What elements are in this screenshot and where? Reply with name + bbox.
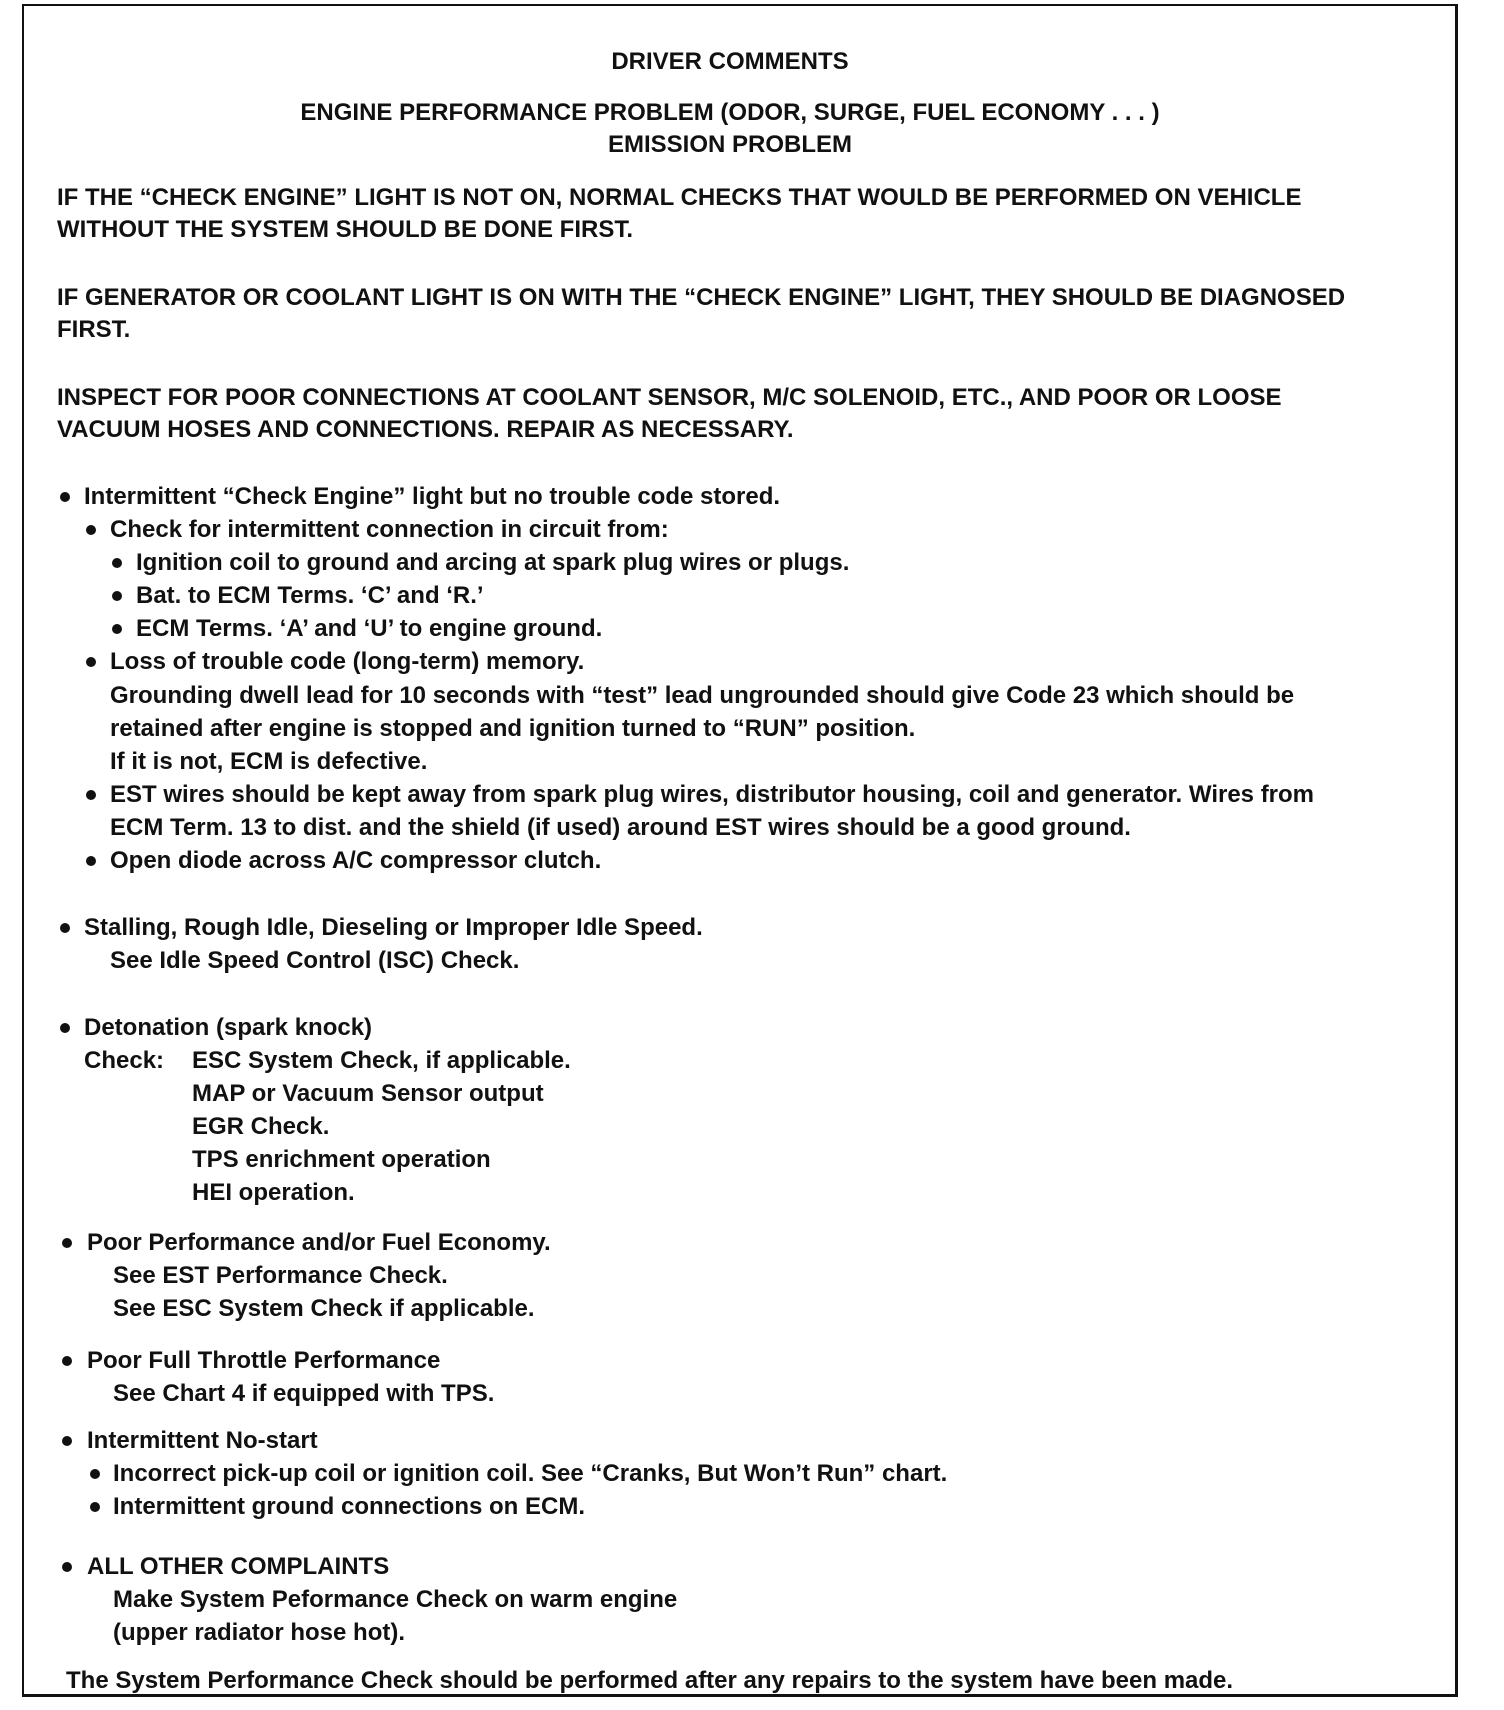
bullet-icon	[62, 1238, 72, 1248]
doc-subtitle-1: ENGINE PERFORMANCE PROBLEM (ODOR, SURGE, FUEL ECONOMY . . . )	[300, 99, 1160, 126]
no-start-item-1: Incorrect pick-up coil or ignition coil. See “Cranks, But Won’t Run” chart.	[113, 1460, 948, 1487]
poor-performance-title: Poor Performance and/or Fuel Economy.	[87, 1229, 551, 1256]
intermittent-title: Intermittent “Check Engine” light but no trouble code stored.	[84, 483, 781, 510]
intro-p2-line1: IF GENERATOR OR COOLANT LIGHT IS ON WITH THE “CHECK ENGINE” LIGHT, THEY SHOULD BE DIAGNOSED	[57, 284, 1346, 311]
no-start-item-2: Intermittent ground connections on ECM.	[113, 1493, 585, 1520]
other-line-2: (upper radiator hose hot).	[113, 1619, 406, 1646]
bullet-icon	[90, 1502, 100, 1512]
bullet-icon	[62, 1562, 72, 1572]
bullet-icon	[60, 1023, 70, 1033]
bullet-icon	[112, 591, 122, 601]
bullet-icon	[90, 1469, 100, 1479]
detonation-item: EGR Check.	[192, 1113, 330, 1140]
detonation-item: HEI operation.	[192, 1179, 355, 1206]
circuit-item-2: Bat. to ECM Terms. ‘C’ and ‘R.’	[136, 582, 484, 609]
memory-line-1: Grounding dwell lead for 10 seconds with “test” lead ungrounded should give Code 23 which should be	[110, 682, 1295, 709]
check-circuit: Check for intermittent connection in circuit from:	[110, 516, 669, 543]
circuit-item-3: ECM Terms. ‘A’ and ‘U’ to engine ground.	[136, 615, 603, 642]
bullet-icon	[62, 1356, 72, 1366]
doc-title: DRIVER COMMENTS	[611, 48, 849, 75]
other-line-1: Make System Peformance Check on warm engine	[113, 1586, 678, 1613]
bullet-icon	[112, 558, 122, 568]
poor-performance-see-1: See EST Performance Check.	[113, 1262, 448, 1289]
intro-p3-line1: INSPECT FOR POOR CONNECTIONS AT COOLANT SENSOR, M/C SOLENOID, ETC., AND POOR OR LOOSE	[57, 384, 1282, 411]
intro-p2-line2: FIRST.	[57, 316, 131, 343]
intro-p3-line2: VACUUM HOSES AND CONNECTIONS. REPAIR AS NECESSARY.	[57, 416, 794, 443]
bullet-icon	[86, 525, 96, 535]
est-line-1: EST wires should be kept away from spark plug wires, distributor housing, coil and generator. Wires from	[110, 781, 1315, 808]
poor-performance-see-2: See ESC System Check if applicable.	[113, 1295, 535, 1322]
detonation-item: ESC System Check, if applicable.	[192, 1047, 571, 1074]
bullet-icon	[60, 492, 70, 502]
memory-title: Loss of trouble code (long-term) memory.	[110, 648, 585, 675]
stalling-see: See Idle Speed Control (ISC) Check.	[110, 947, 520, 974]
detonation-item: MAP or Vacuum Sensor output	[192, 1080, 544, 1107]
full-throttle-see: See Chart 4 if equipped with TPS.	[113, 1380, 495, 1407]
bullet-icon	[86, 856, 96, 866]
no-start-title: Intermittent No-start	[87, 1427, 318, 1454]
other-title: ALL OTHER COMPLAINTS	[87, 1553, 390, 1580]
circuit-item-1: Ignition coil to ground and arcing at spark plug wires or plugs.	[136, 549, 850, 576]
bullet-icon	[86, 657, 96, 667]
full-throttle-title: Poor Full Throttle Performance	[87, 1347, 441, 1374]
bullet-icon	[62, 1436, 72, 1446]
memory-line-3: If it is not, ECM is defective.	[110, 748, 428, 775]
intro-p1-line1: IF THE “CHECK ENGINE” LIGHT IS NOT ON, NORMAL CHECKS THAT WOULD BE PERFORMED ON VEHICLE	[57, 184, 1302, 211]
detonation-check-label: Check:	[84, 1047, 165, 1074]
doc-subtitle-2: EMISSION PROBLEM	[607, 131, 853, 158]
memory-line-2: retained after engine is stopped and ignition turned to “RUN” position.	[110, 715, 916, 742]
est-line-2: ECM Term. 13 to dist. and the shield (if used) around EST wires should be a good ground.	[110, 814, 1131, 841]
diode-item: Open diode across A/C compressor clutch.	[110, 847, 602, 874]
detonation-item: TPS enrichment operation	[192, 1146, 491, 1173]
stalling-title: Stalling, Rough Idle, Dieseling or Improper Idle Speed.	[84, 914, 703, 941]
bullet-icon	[86, 790, 96, 800]
detonation-title: Detonation (spark knock)	[84, 1014, 373, 1041]
bullet-icon	[112, 624, 122, 634]
intro-p1-line2: WITHOUT THE SYSTEM SHOULD BE DONE FIRST.	[57, 216, 634, 243]
footer-note: The System Performance Check should be performed after any repairs to the system have been made.	[66, 1667, 1234, 1694]
bullet-icon	[60, 923, 70, 933]
